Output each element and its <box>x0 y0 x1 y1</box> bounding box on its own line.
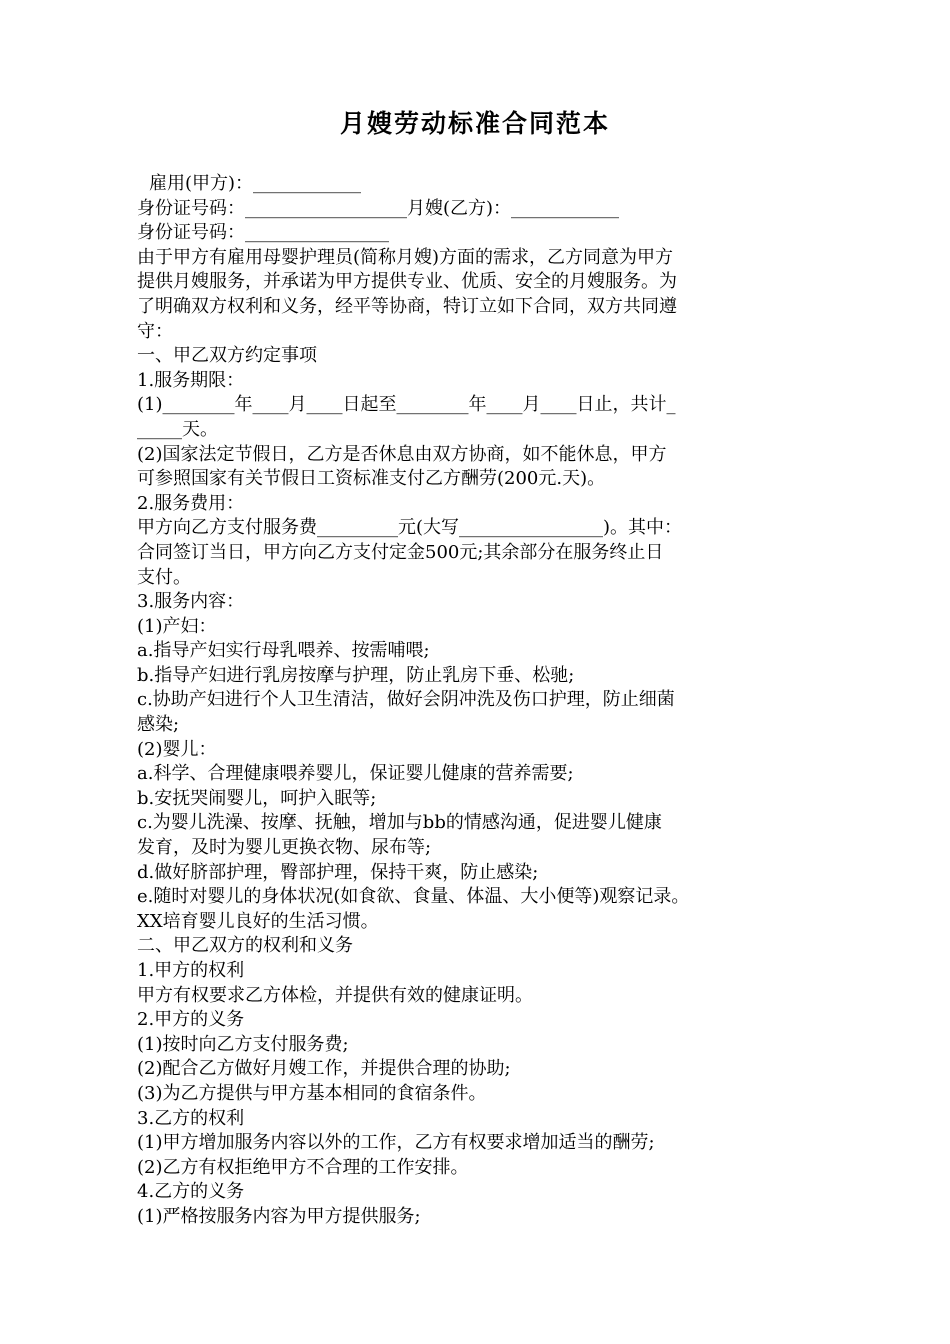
contract-line: c.为婴儿洗澡、按摩、抚触，增加与bb的情感沟通，促进婴儿健康 <box>137 812 662 834</box>
contract-line: 提供月嫂服务，并承诺为甲方提供专业、优质、安全的月嫂服务。为 <box>137 271 677 293</box>
contract-line: 1.甲方的权利 <box>137 960 245 981</box>
document-title: 月嫂劳动标准合同范本 <box>339 109 610 138</box>
contract-line: 身份证号码：__________________月嫂(乙方)：____________ <box>137 197 620 219</box>
contract-line: 2.甲方的义务 <box>137 1009 245 1031</box>
contract-line: 支付。 <box>137 566 191 588</box>
contract-line: (2)婴儿： <box>137 738 217 760</box>
contract-line: 可参照国家有关节假日工资标准支付乙方酬劳(200元.天)。 <box>137 468 606 490</box>
contract-line: 3.乙方的权利 <box>137 1107 245 1129</box>
contract-line: b.安抚哭闹婴儿，呵护入眠等; <box>137 787 377 809</box>
contract-line: (1)甲方增加服务内容以外的工作，乙方有权要求增加适当的酬劳; <box>137 1132 655 1154</box>
contract-line: 二、甲乙双方的权利和义务 <box>137 935 353 957</box>
contract-line: 发育，及时为婴儿更换衣物、尿布等; <box>137 837 432 859</box>
contract-line: (2)国家法定节假日，乙方是否休息由双方协商，如不能休息，甲方 <box>137 443 667 465</box>
contract-line: (1)产妇： <box>137 615 217 637</box>
contract-line: a.指导产妇实行母乳喂养、按需哺喂; <box>137 640 430 662</box>
contract-line: (3)为乙方提供与甲方基本相同的食宿条件。 <box>137 1082 487 1104</box>
contract-line: (2)配合乙方做好月嫂工作，并提供合理的协助; <box>137 1058 511 1080</box>
contract-line: 2.服务费用： <box>137 492 245 514</box>
contract-line: 雇用(甲方)：____________ <box>149 173 362 194</box>
contract-line: d.做好脐部护理，臀部护理，保持干爽，防止感染; <box>137 861 539 883</box>
contract-line: 由于甲方有雇用母婴护理员(简称月嫂)方面的需求，乙方同意为甲方 <box>137 246 674 268</box>
contract-line: 4.乙方的义务 <box>137 1181 245 1203</box>
contract-line: 甲方有权要求乙方体检，并提供有效的健康证明。 <box>137 984 533 1006</box>
contract-line: 一、甲乙双方约定事项 <box>137 345 317 367</box>
contract-line: 甲方向乙方支付服务费_________元(大写________________)。其中： <box>137 517 683 539</box>
contract-body <box>137 172 817 1230</box>
contract-line: (1)________年____月____日起至________年____月____日止，共计_ <box>137 394 676 416</box>
contract-line: 了明确双方权利和义务，经平等协商，特订立如下合同，双方共同遵 <box>137 295 677 317</box>
contract-line: XX培育婴儿良好的生活习惯。 <box>137 910 379 932</box>
contract-line: 3.服务内容： <box>137 591 245 613</box>
contract-line: c.协助产妇进行个人卫生清洁，做好会阴冲洗及伤口护理，防止细菌 <box>137 689 675 711</box>
contract-line: (1)严格按服务内容为甲方提供服务; <box>137 1205 421 1227</box>
contract-line: 守： <box>137 320 173 342</box>
contract-line: _____天。 <box>137 418 218 440</box>
contract-line: e.随时对婴儿的身体状况(如食欲、食量、体温、大小便等)观察记录。 <box>137 886 690 908</box>
contract-line: (2)乙方有权拒绝甲方不合理的工作安排。 <box>137 1156 469 1178</box>
contract-line: 1.服务期限： <box>137 369 245 391</box>
contract-line: 感染; <box>137 714 180 736</box>
contract-line: 合同签订当日，甲方向乙方支付定金500元;其余部分在服务终止日 <box>137 541 664 563</box>
contract-line: 身份证号码：________________ <box>137 222 389 244</box>
contract-line: (1)按时向乙方支付服务费; <box>137 1033 349 1055</box>
contract-line: a.科学、合理健康喂养婴儿，保证婴儿健康的营养需要; <box>137 763 574 785</box>
contract-line: b.指导产妇进行乳房按摩与护理，防止乳房下垂、松驰; <box>137 664 575 686</box>
